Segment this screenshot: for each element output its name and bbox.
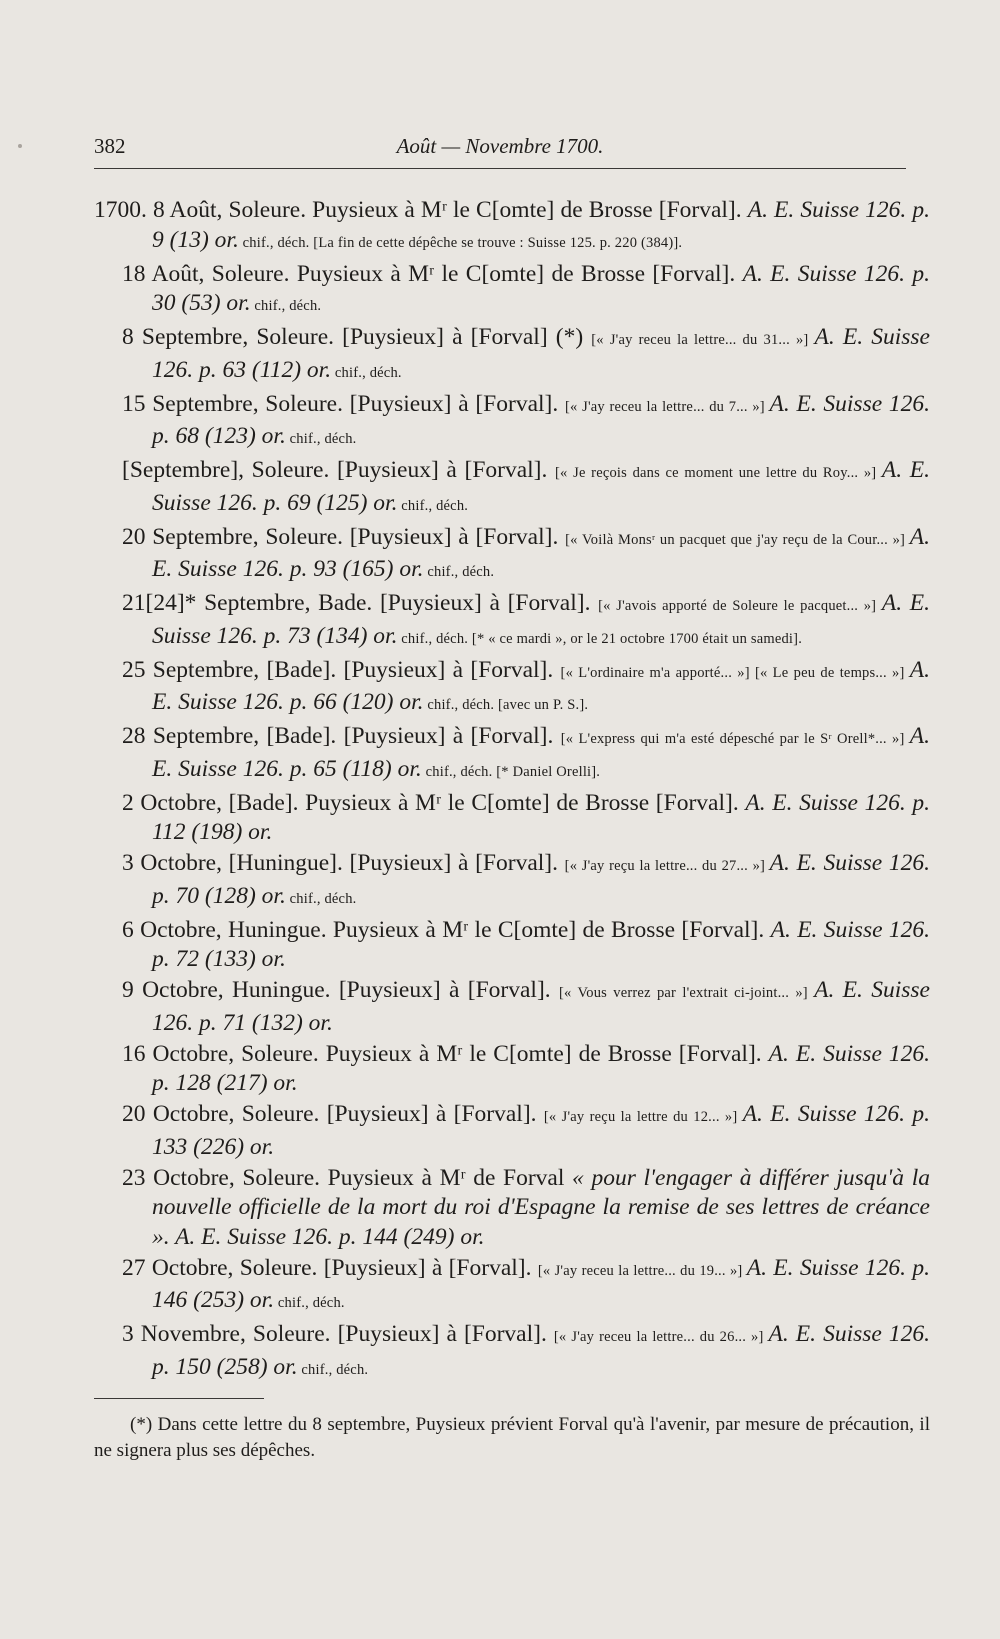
entry-heading: 3 Octobre, [Huningue]. [Puysieux] à [Forval]. xyxy=(122,850,565,876)
entry-reference: A. E. Suisse 126. p. 93 (165) or. xyxy=(152,523,931,582)
calendar-entry xyxy=(94,1040,930,1099)
entry-heading: 27 Octobre, Soleure. [Puysieux] à [Forval]. xyxy=(122,1254,538,1281)
calendar-entry xyxy=(94,523,930,588)
entry-heading: 20 Septembre, Soleure. [Puysieux] à [Forval]. xyxy=(122,523,566,550)
running-title: Août — Novembre 1700. xyxy=(396,134,604,158)
entry-reference: A. E. Suisse 126. p. 150 (258) or. xyxy=(152,1321,930,1380)
entry-reference: A. E. Suisse 126. p. 144 (249) or. xyxy=(175,1223,485,1250)
calendar-entry xyxy=(94,589,930,654)
entry-reference: A. E. Suisse 126. p. 70 (128) or. xyxy=(152,850,931,909)
entry-note: chif., déch. xyxy=(250,298,322,314)
calendar-entry xyxy=(94,323,930,388)
entry-incipit: [« J'ay reçu la lettre... du 27... »] xyxy=(564,858,770,874)
entry-note: chif., déch. xyxy=(297,1361,369,1378)
entry-note: chif., déch. xyxy=(285,890,357,907)
entry-reference: A. E. Suisse 126. p. 71 (132) or. xyxy=(152,977,930,1036)
entry-heading: 21[24]* Septembre, Bade. [Puysieux] à [Forval]. xyxy=(122,590,599,616)
entry-note: chif., déch. [* Daniel Orelli]. xyxy=(421,763,601,780)
entry-incipit: [« Je reçois dans ce moment une lettre du Roy... »] xyxy=(555,465,882,481)
entry-heading: 18 Août, Soleure. Puysieux à Mʳ le C[omte] de Brosse [Forval]. xyxy=(122,260,743,287)
calendar-entry xyxy=(94,849,930,914)
entry-incipit: [« Vous verrez par l'extrait ci-joint... »] xyxy=(558,985,815,1001)
entry-incipit: [« J'ay receu la lettre... du 26... »] xyxy=(553,1329,769,1345)
scan-speck xyxy=(18,144,22,148)
entry-incipit: [« Voilà Monsʳ un pacquet que j'ay reçu de la Cour... »] xyxy=(565,531,910,548)
calendar-entry xyxy=(94,656,930,721)
calendar-entry xyxy=(94,789,930,848)
entry-reference: A. E. Suisse 126. p. 72 (133) or. xyxy=(152,916,931,972)
entry-reference: A. E. Suisse 126. p. 68 (123) or. xyxy=(152,390,930,449)
entry-note: chif., déch. xyxy=(397,497,469,514)
entry-reference: A. E. Suisse 126. p. 133 (226) or. xyxy=(152,1101,930,1160)
entry-incipit: [« J'ay reçu la lettre du 12... »] xyxy=(543,1109,743,1125)
entry-note: chif., déch. [avec un P. S.]. xyxy=(423,697,589,713)
calendar-entry xyxy=(94,1254,930,1319)
entry-heading: 6 Octobre, Huningue. Puysieux à Mʳ le C[omte] de Brosse [Forval]. xyxy=(122,916,771,943)
calendar-entry xyxy=(94,260,930,322)
entry-incipit: [« L'express qui m'a esté dépesché par le Sʳ Orell*... »] xyxy=(560,731,910,747)
entry-heading: 3 Novembre, Soleure. [Puysieux] à [Forval]. xyxy=(122,1321,554,1347)
entry-heading: 28 Septembre, [Bade]. [Puysieux] à [Forval]. xyxy=(122,723,561,749)
entry-heading: 23 Octobre, Soleure. Puysieux à Mʳ de Forval xyxy=(122,1164,573,1191)
entry-reference: A. E. Suisse 126. p. 30 (53) or. xyxy=(152,260,930,316)
entry-reference: A. E. Suisse 126. p. 65 (118) or. xyxy=(152,723,930,782)
calendar-entry xyxy=(94,976,930,1038)
entry-note: chif., déch. [* « ce mardi », or le 21 octobre 1700 était un samedi]. xyxy=(397,630,803,647)
entry-heading: 8 Septembre, Soleure. [Puysieux] à [Forval] (*) xyxy=(122,324,592,350)
calendar-entry xyxy=(94,390,930,455)
entry-reference: A. E. Suisse 126. p. 66 (120) or. xyxy=(152,656,931,715)
footnote: (*) Dans cette lettre du 8 septembre, Puysieux prévient Forval qu'à l'avenir, par mesure de précaution, il ne signera plus ses dépêches. xyxy=(94,1414,930,1461)
calendar-entry xyxy=(94,1100,930,1162)
entry-heading: [Septembre], Soleure. [Puysieux] à [Forval]. xyxy=(122,457,556,483)
entry-incipit: [« L'ordinaire m'a apporté... »] [« Le peu de temps... »] xyxy=(560,664,910,681)
footnote-rule xyxy=(94,1398,264,1399)
entry-reference: A. E. Suisse 126. p. 128 (217) or. xyxy=(152,1040,930,1096)
entry-reference: A. E. Suisse 126. p. 73 (134) or. xyxy=(152,590,930,649)
page-header xyxy=(94,134,906,169)
entry-reference: A. E. Suisse 126. p. 146 (253) or. xyxy=(152,1254,930,1313)
entry-heading: 25 Septembre, [Bade]. [Puysieux] à [Forval]. xyxy=(122,656,561,683)
entry-heading: 15 Septembre, Soleure. [Puysieux] à [Forval]. xyxy=(122,390,565,417)
entry-note: chif., déch. xyxy=(274,1295,345,1311)
entry-reference: A. E. Suisse 126. p. 9 (13) or. xyxy=(152,197,930,253)
entry-reference: A. E. Suisse 126. p. 112 (198) or. xyxy=(152,789,930,845)
entry-note: chif., déch. [La fin de cette dépêche se trouve : Suisse 125. p. 220 (384)]. xyxy=(238,234,683,251)
entry-summary: « pour l'engager à différer jusqu'à la nouvelle officielle de la mort du roi d'Espagne la remise de ses lettres de créance ». xyxy=(152,1164,930,1250)
entry-reference: A. E. Suisse 126. p. 69 (125) or. xyxy=(152,457,930,516)
entry-incipit: [« J'ay receu la lettre... du 31... »] xyxy=(591,332,815,348)
calendar-entry xyxy=(94,1320,930,1385)
page-number: 382 xyxy=(94,134,126,158)
entry-incipit: [« J'avois apporté de Soleure le pacquet... »] xyxy=(598,598,882,614)
entry-incipit: [« J'ay receu la lettre... du 19... »] xyxy=(537,1262,747,1279)
entry-heading: 2 Octobre, [Bade]. Puysieux à Mʳ le C[omte] de Brosse [Forval]. xyxy=(122,789,746,816)
entry-heading: 9 Octobre, Huningue. [Puysieux] à [Forval]. xyxy=(122,977,559,1003)
calendar-entry xyxy=(94,722,930,787)
calendar-entry xyxy=(94,196,930,258)
calendar-entry xyxy=(94,1164,930,1253)
entry-note: chif., déch. xyxy=(285,431,357,447)
calendar-entry xyxy=(94,456,930,521)
entry-note: chif., déch. xyxy=(423,564,495,580)
entry-heading: 16 Octobre, Soleure. Puysieux à Mʳ le C[omte] de Brosse [Forval]. xyxy=(122,1040,769,1067)
calendar-entry xyxy=(94,916,930,975)
entry-reference: A. E. Suisse 126. p. 63 (112) or. xyxy=(152,324,930,383)
entries-list xyxy=(94,196,930,1387)
entry-note: chif., déch. xyxy=(331,364,402,381)
entry-heading: 20 Octobre, Soleure. [Puysieux] à [Forval]. xyxy=(122,1101,544,1127)
entry-incipit: [« J'ay receu la lettre... du 7... »] xyxy=(564,398,770,415)
entry-heading: 1700. 8 Août, Soleure. Puysieux à Mʳ le C[omte] de Brosse [Forval]. xyxy=(94,197,748,223)
